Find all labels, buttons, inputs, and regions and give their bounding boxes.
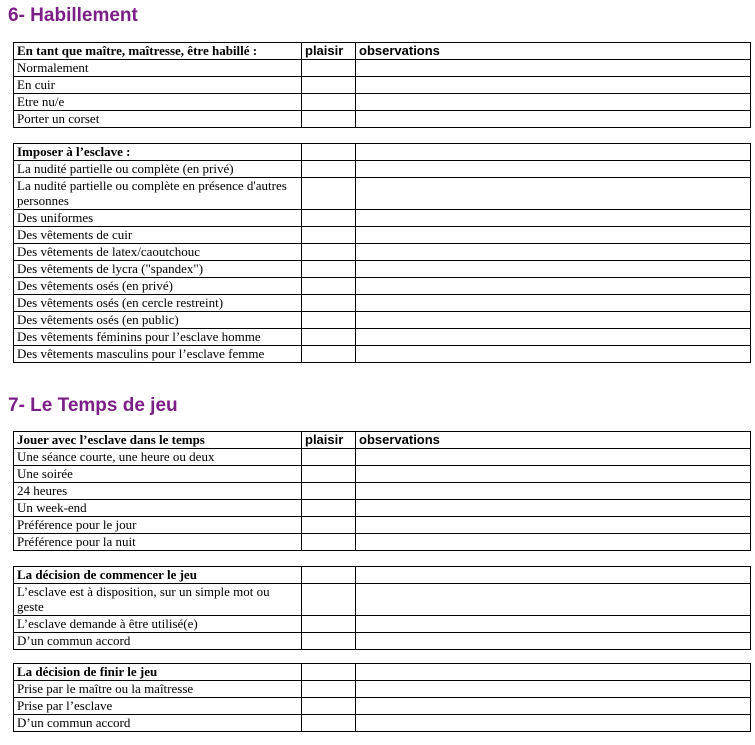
- plaisir-cell[interactable]: [302, 77, 356, 94]
- row-label: Préférence pour le jour: [14, 517, 302, 534]
- row-label: Des vêtements osés (en cercle restreint): [14, 295, 302, 312]
- table-row: [14, 227, 751, 244]
- table-row: [14, 633, 751, 650]
- observations-cell[interactable]: [356, 261, 751, 278]
- row-label: Des vêtements de latex/caoutchouc: [14, 244, 302, 261]
- observations-cell[interactable]: [356, 210, 751, 227]
- row-label: D’un commun accord: [14, 633, 302, 650]
- table-row: [14, 449, 751, 466]
- row-label: 24 heures: [14, 483, 302, 500]
- table-row: [14, 210, 751, 227]
- row-label: Des vêtements masculins pour l’esclave femme: [14, 346, 302, 363]
- table-header-label: En tant que maître, maîtresse, être habillé :: [14, 43, 302, 60]
- observations-cell[interactable]: [356, 329, 751, 346]
- observations-cell[interactable]: [356, 94, 751, 111]
- table-decision-finir: [13, 663, 751, 732]
- observations-cell[interactable]: [356, 449, 751, 466]
- row-label: En cuir: [14, 77, 302, 94]
- observations-cell[interactable]: [356, 295, 751, 312]
- plaisir-cell[interactable]: [302, 261, 356, 278]
- table-header-row: [14, 144, 751, 161]
- row-label: L’esclave est à disposition, sur un simple mot ou geste: [14, 584, 302, 616]
- table-row: [14, 329, 751, 346]
- plaisir-cell[interactable]: [302, 715, 356, 732]
- plaisir-cell[interactable]: [302, 517, 356, 534]
- table-row: [14, 161, 751, 178]
- plaisir-cell[interactable]: [302, 278, 356, 295]
- table-header-row: [14, 432, 751, 449]
- col-plaisir-header: plaisir: [302, 43, 356, 60]
- observations-cell[interactable]: [356, 715, 751, 732]
- table-row: [14, 534, 751, 551]
- plaisir-cell[interactable]: [302, 111, 356, 128]
- row-label: La nudité partielle ou complète (en privé): [14, 161, 302, 178]
- table-row: [14, 278, 751, 295]
- observations-cell[interactable]: [356, 584, 751, 616]
- table-row: [14, 77, 751, 94]
- row-label: Une soirée: [14, 466, 302, 483]
- observations-cell: [356, 664, 751, 681]
- plaisir-cell[interactable]: [302, 244, 356, 261]
- table-header-label: La décision de commencer le jeu: [14, 567, 302, 584]
- plaisir-cell[interactable]: [302, 681, 356, 698]
- table-header-row: [14, 567, 751, 584]
- section-6-title: 6- Habillement: [8, 5, 138, 26]
- plaisir-cell[interactable]: [302, 60, 356, 77]
- row-label: Des vêtements osés (en privé): [14, 278, 302, 295]
- row-label: Porter un corset: [14, 111, 302, 128]
- row-label: Une séance courte, une heure ou deux: [14, 449, 302, 466]
- observations-cell[interactable]: [356, 483, 751, 500]
- plaisir-cell[interactable]: [302, 329, 356, 346]
- table-row: [14, 715, 751, 732]
- table-row: [14, 517, 751, 534]
- plaisir-cell[interactable]: [302, 483, 356, 500]
- table-header-row: [14, 664, 751, 681]
- plaisir-cell[interactable]: [302, 633, 356, 650]
- table-row: [14, 698, 751, 715]
- plaisir-cell[interactable]: [302, 466, 356, 483]
- observations-cell: [356, 567, 751, 584]
- col-observations-header: observations: [356, 432, 751, 449]
- table-row: [14, 616, 751, 633]
- table-habillement-esclave: [13, 143, 751, 363]
- plaisir-cell[interactable]: [302, 534, 356, 551]
- row-label: Des vêtements osés (en public): [14, 312, 302, 329]
- observations-cell[interactable]: [356, 278, 751, 295]
- plaisir-cell[interactable]: [302, 312, 356, 329]
- table-row: [14, 681, 751, 698]
- table-row: [14, 295, 751, 312]
- plaisir-cell[interactable]: [302, 616, 356, 633]
- plaisir-cell[interactable]: [302, 161, 356, 178]
- plaisir-cell[interactable]: [302, 346, 356, 363]
- row-label: Etre nu/e: [14, 94, 302, 111]
- row-label: Normalement: [14, 60, 302, 77]
- plaisir-cell[interactable]: [302, 584, 356, 616]
- plaisir-cell[interactable]: [302, 210, 356, 227]
- table-row: [14, 60, 751, 77]
- table-header-label: Imposer à l’esclave :: [14, 144, 302, 161]
- observations-cell[interactable]: [356, 466, 751, 483]
- observations-cell[interactable]: [356, 312, 751, 329]
- observations-cell[interactable]: [356, 698, 751, 715]
- table-row: [14, 111, 751, 128]
- table-header-row: [14, 43, 751, 60]
- plaisir-cell[interactable]: [302, 449, 356, 466]
- row-label: Prise par le maître ou la maîtresse: [14, 681, 302, 698]
- row-label: Des uniformes: [14, 210, 302, 227]
- row-label: D’un commun accord: [14, 715, 302, 732]
- table-row: [14, 178, 751, 210]
- table-row: [14, 346, 751, 363]
- plaisir-cell: [302, 664, 356, 681]
- table-decision-commencer: [13, 566, 751, 650]
- table-row: [14, 500, 751, 517]
- table-row: [14, 584, 751, 616]
- row-label: Un week-end: [14, 500, 302, 517]
- table-row: [14, 312, 751, 329]
- plaisir-cell: [302, 567, 356, 584]
- table-temps-jeu: [13, 431, 751, 551]
- observations-cell[interactable]: [356, 534, 751, 551]
- col-observations-header: observations: [356, 43, 751, 60]
- table-row: [14, 483, 751, 500]
- plaisir-cell[interactable]: [302, 178, 356, 210]
- observations-cell[interactable]: [356, 161, 751, 178]
- row-label: Des vêtements de lycra ("spandex"): [14, 261, 302, 278]
- plaisir-cell[interactable]: [302, 698, 356, 715]
- row-label: La nudité partielle ou complète en présence d'autres personnes: [14, 178, 302, 210]
- table-header-label: La décision de finir le jeu: [14, 664, 302, 681]
- plaisir-cell[interactable]: [302, 227, 356, 244]
- plaisir-cell[interactable]: [302, 94, 356, 111]
- plaisir-cell[interactable]: [302, 500, 356, 517]
- observations-cell[interactable]: [356, 60, 751, 77]
- plaisir-cell[interactable]: [302, 295, 356, 312]
- observations-cell[interactable]: [356, 77, 751, 94]
- observations-cell[interactable]: [356, 244, 751, 261]
- table-row: [14, 466, 751, 483]
- observations-cell[interactable]: [356, 517, 751, 534]
- table-header-label: Jouer avec l’esclave dans le temps: [14, 432, 302, 449]
- observations-cell[interactable]: [356, 227, 751, 244]
- row-label: Préférence pour la nuit: [14, 534, 302, 551]
- row-label: L’esclave demande à être utilisé(e): [14, 616, 302, 633]
- col-plaisir-header: plaisir: [302, 432, 356, 449]
- table-row: [14, 261, 751, 278]
- observations-cell[interactable]: [356, 111, 751, 128]
- row-label: Prise par l’esclave: [14, 698, 302, 715]
- observations-cell[interactable]: [356, 178, 751, 210]
- table-row: [14, 94, 751, 111]
- table-row: [14, 244, 751, 261]
- observations-cell[interactable]: [356, 616, 751, 633]
- plaisir-cell: [302, 144, 356, 161]
- row-label: Des vêtements féminins pour l’esclave homme: [14, 329, 302, 346]
- row-label: Des vêtements de cuir: [14, 227, 302, 244]
- observations-cell[interactable]: [356, 681, 751, 698]
- section-7-title: 7- Le Temps de jeu: [8, 395, 178, 416]
- observations-cell[interactable]: [356, 346, 751, 363]
- observations-cell[interactable]: [356, 633, 751, 650]
- observations-cell[interactable]: [356, 500, 751, 517]
- table-habillement-self: [13, 42, 751, 128]
- observations-cell: [356, 144, 751, 161]
